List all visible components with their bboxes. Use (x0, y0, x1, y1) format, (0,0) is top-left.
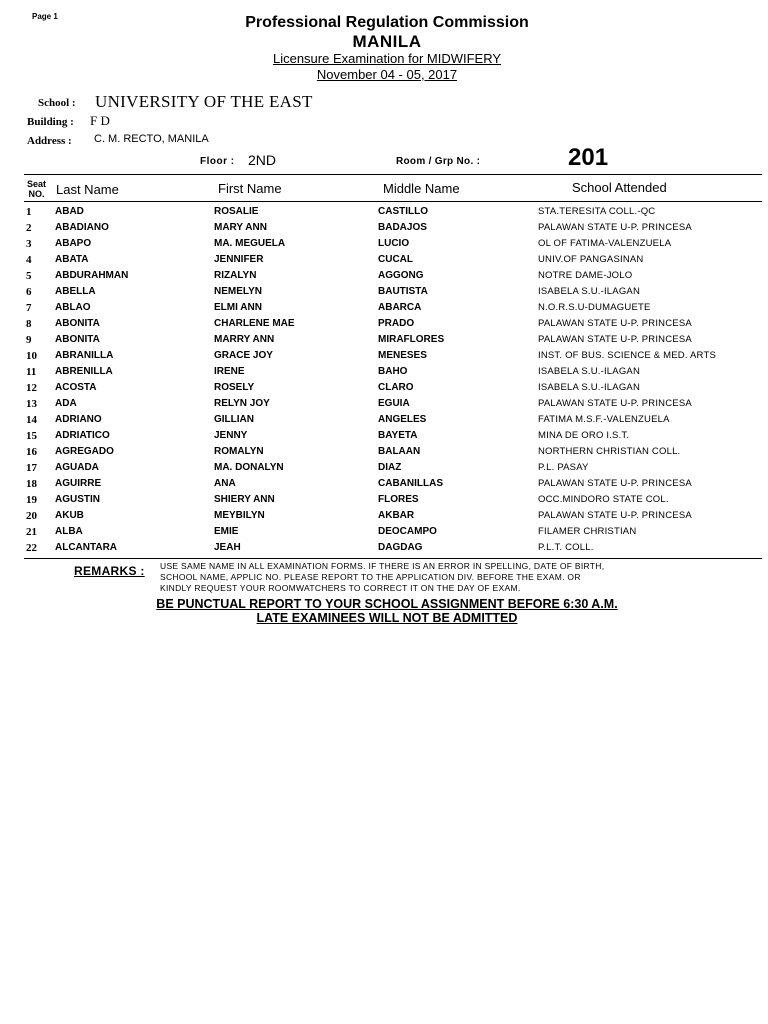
middle-name: DIAZ (378, 462, 402, 473)
last-name: AGUIRRE (55, 478, 102, 489)
middle-name: EGUIA (378, 398, 410, 409)
last-name: ADRIANO (55, 414, 102, 425)
first-name: MARY ANN (214, 222, 267, 233)
punctuality-notice: BE PUNCTUAL REPORT TO YOUR SCHOOL ASSIGNMENT BEFORE 6:30 A.M. (156, 597, 618, 611)
school-attended: INST. OF BUS. SCIENCE & MED. ARTS (538, 350, 716, 361)
building-value: F D (90, 113, 110, 128)
middle-name: PRADO (378, 318, 415, 329)
last-name: AGUADA (55, 462, 99, 473)
first-name: SHIERY ANN (214, 494, 275, 505)
middle-name: CASTILLO (378, 206, 428, 217)
school-attended: PALAWAN STATE U-P. PRINCESA (538, 334, 692, 345)
last-name: ABLAO (55, 302, 91, 313)
middle-name: DEOCAMPO (378, 526, 437, 537)
seat-number: 21 (26, 526, 37, 538)
table-row (0, 492, 768, 508)
list-end-rule (24, 558, 762, 559)
seat-number: 22 (26, 542, 37, 554)
middle-name: BALAAN (378, 446, 421, 457)
school-attended: P.L. PASAY (538, 462, 589, 473)
last-name: ABONITA (55, 318, 100, 329)
seat-header-line1: Seat (27, 179, 47, 189)
seat-number: 1 (26, 206, 32, 218)
table-row (0, 524, 768, 540)
table-row (0, 364, 768, 380)
middle-name-header: Middle Name (383, 181, 460, 196)
table-row (0, 332, 768, 348)
last-name: ADRIATICO (55, 430, 110, 441)
first-name: ROSALIE (214, 206, 259, 217)
table-row (0, 476, 768, 492)
school-attended: OCC.MINDORO STATE COL. (538, 494, 669, 505)
commission-title: Professional Regulation Commission (245, 14, 529, 31)
table-row (0, 316, 768, 332)
school-label: School : (38, 97, 76, 109)
room-value: 201 (568, 144, 609, 171)
school-attended: ISABELA S.U.-ILAGAN (538, 286, 641, 297)
school-attended: P.L.T. COLL. (538, 542, 594, 553)
floor-value: 2ND (248, 152, 277, 168)
school-value: UNIVERSITY OF THE EAST (95, 92, 313, 111)
seat-number: 9 (26, 334, 32, 346)
first-name: ANA (214, 478, 236, 489)
late-notice: LATE EXAMINEES WILL NOT BE ADMITTED (256, 611, 518, 625)
first-name: MA. MEGUELA (214, 238, 286, 249)
exam-title: Licensure Examination for MIDWIFERY (272, 51, 502, 66)
table-row (0, 460, 768, 476)
middle-name: FLORES (378, 494, 419, 505)
table-row (0, 428, 768, 444)
seat-number: 19 (26, 494, 37, 506)
table-row (0, 412, 768, 428)
seat-number: 6 (26, 286, 32, 298)
school-attended: PALAWAN STATE U-P. PRINCESA (538, 318, 692, 329)
first-name: GILLIAN (214, 414, 254, 425)
table-row (0, 236, 768, 252)
seat-number: 17 (26, 462, 37, 474)
header-rule-bottom (24, 201, 762, 202)
remarks-line-2: SCHOOL NAME, APPLIC NO. PLEASE REPORT TO THE APPLICATION DIV. BEFORE THE EXAM. OR (160, 572, 581, 582)
seat-number: 16 (26, 446, 37, 458)
first-name: JENNIFER (214, 254, 264, 265)
first-name: NEMELYN (214, 286, 262, 297)
seat-number: 12 (26, 382, 37, 394)
last-name: ABDURAHMAN (55, 270, 129, 281)
seat-column-header (27, 179, 46, 199)
table-row (0, 396, 768, 412)
room-label: Room / Grp No. : (396, 156, 481, 167)
last-name: ADA (55, 398, 77, 409)
seat-number: 5 (26, 270, 32, 282)
seat-number: 2 (26, 222, 32, 234)
first-name: EMIE (214, 526, 239, 537)
middle-name: BAHO (378, 366, 408, 377)
table-row (0, 380, 768, 396)
middle-name: MENESES (378, 350, 427, 361)
seat-number: 13 (26, 398, 37, 410)
middle-name: AKBAR (378, 510, 415, 521)
school-attended: PALAWAN STATE U-P. PRINCESA (538, 478, 692, 489)
seat-header-line2: NO. (28, 189, 45, 199)
first-name: ROMALYN (214, 446, 264, 457)
first-name: ELMI ANN (214, 302, 262, 313)
last-name: ABRANILLA (55, 350, 114, 361)
seat-number: 7 (26, 302, 32, 314)
school-attended: PALAWAN STATE U-P. PRINCESA (538, 398, 692, 409)
seat-number: 4 (26, 254, 32, 266)
school-attended: ISABELA S.U.-ILAGAN (538, 382, 641, 393)
school-attended: OL OF FATIMA-VALENZUELA (538, 238, 672, 249)
address-value: C. M. RECTO, MANILA (94, 133, 209, 145)
first-name: RELYN JOY (214, 398, 270, 409)
address-label: Address : (27, 135, 72, 147)
middle-name: BAYETA (378, 430, 418, 441)
first-name: CHARLENE MAE (214, 318, 295, 329)
header-rule-top (24, 174, 762, 175)
exam-date: November 04 - 05, 2017 (316, 67, 458, 82)
table-row (0, 204, 768, 220)
school-attended: PALAWAN STATE U-P. PRINCESA (538, 222, 692, 233)
first-name: MEYBILYN (214, 510, 265, 521)
middle-name: MIRAFLORES (378, 334, 445, 345)
last-name: ABELLA (55, 286, 96, 297)
remarks-label: REMARKS : (74, 564, 145, 578)
last-name: AGREGADO (55, 446, 114, 457)
school-attended: PALAWAN STATE U-P. PRINCESA (538, 510, 692, 521)
middle-name: CABANILLAS (378, 478, 443, 489)
last-name: ABAPO (55, 238, 92, 249)
middle-name: LUCIO (378, 238, 410, 249)
table-row (0, 252, 768, 268)
school-attended: NORTHERN CHRISTIAN COLL. (538, 446, 681, 457)
table-row (0, 284, 768, 300)
middle-name: CUCAL (378, 254, 413, 265)
seat-number: 14 (26, 414, 37, 426)
table-row (0, 444, 768, 460)
school-attended: ISABELA S.U.-ILAGAN (538, 366, 641, 377)
middle-name: BAUTISTA (378, 286, 428, 297)
last-name: ABAD (55, 206, 84, 217)
seat-number: 20 (26, 510, 37, 522)
table-row (0, 540, 768, 556)
seat-number: 18 (26, 478, 37, 490)
school-attended: FATIMA M.S.F.-VALENZUELA (538, 414, 670, 425)
first-name-header: First Name (218, 181, 282, 196)
city-title: MANILA (352, 32, 422, 51)
remarks-line-3: KINDLY REQUEST YOUR ROOMWATCHERS TO CORRECT IT ON THE DAY OF EXAM. (160, 583, 521, 593)
examinee-list (0, 204, 768, 556)
seat-number: 8 (26, 318, 32, 330)
last-name: ABATA (55, 254, 89, 265)
middle-name: DAGDAG (378, 542, 423, 553)
first-name: GRACE JOY (214, 350, 273, 361)
middle-name: ABARCA (378, 302, 422, 313)
last-name: AGUSTIN (55, 494, 100, 505)
school-attended: N.O.R.S.U-DUMAGUETE (538, 302, 651, 313)
table-row (0, 300, 768, 316)
school-attended: NOTRE DAME-JOLO (538, 270, 633, 281)
last-name: ALBA (55, 526, 83, 537)
first-name: MA. DONALYN (214, 462, 284, 473)
last-name: AKUB (55, 510, 84, 521)
middle-name: ANGELES (378, 414, 427, 425)
middle-name: AGGONG (378, 270, 424, 281)
seat-number: 15 (26, 430, 37, 442)
seat-number: 11 (26, 366, 37, 378)
table-row (0, 220, 768, 236)
seat-number: 3 (26, 238, 32, 250)
first-name: JENNY (214, 430, 248, 441)
last-name: ABONITA (55, 334, 100, 345)
remarks-text (160, 561, 690, 594)
page-label: Page 1 (32, 12, 58, 21)
school-attended: FILAMER CHRISTIAN (538, 526, 637, 537)
middle-name: CLARO (378, 382, 414, 393)
table-row (0, 348, 768, 364)
school-attended: MINA DE ORO I.S.T. (538, 430, 630, 441)
school-attended: STA.TERESITA COLL.-QC (538, 206, 656, 217)
first-name: RIZALYN (214, 270, 257, 281)
last-name: ALCANTARA (55, 542, 118, 553)
building-label: Building : (27, 116, 74, 128)
first-name: IRENE (214, 366, 245, 377)
last-name-header: Last Name (56, 182, 119, 197)
middle-name: BADAJOS (378, 222, 427, 233)
first-name: ROSELY (214, 382, 255, 393)
last-name: ACOSTA (55, 382, 97, 393)
first-name: MARRY ANN (214, 334, 275, 345)
remarks-line-1: USE SAME NAME IN ALL EXAMINATION FORMS. IF THERE IS AN ERROR IN SPELLING, DATE OF BIRTH, (160, 561, 605, 571)
first-name: JEAH (214, 542, 241, 553)
seat-number: 10 (26, 350, 37, 362)
school-attended-header: School Attended (572, 180, 667, 195)
last-name: ABRENILLA (55, 366, 113, 377)
floor-label: Floor : (200, 156, 235, 167)
table-row (0, 508, 768, 524)
school-attended: UNIV.OF PANGASINAN (538, 254, 644, 265)
table-row (0, 268, 768, 284)
last-name: ABADIANO (55, 222, 109, 233)
